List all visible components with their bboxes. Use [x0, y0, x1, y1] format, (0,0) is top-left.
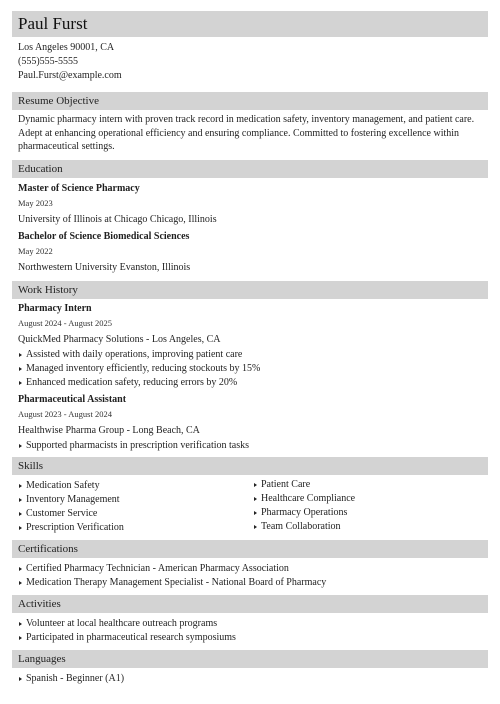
degree-date: May 2023: [18, 197, 53, 208]
skill-item: Medication Safety: [18, 479, 253, 493]
name-header: [12, 11, 488, 37]
section-heading-label: Resume Objective: [18, 95, 99, 107]
section-heading-label: Languages: [18, 652, 66, 665]
job-dates: August 2023 - August 2024: [18, 408, 112, 419]
section-heading-label: Skills: [18, 459, 44, 472]
job-bullets: [18, 348, 488, 390]
job-company: QuickMed Pharmacy Solutions - Los Angeles, CA: [18, 333, 221, 345]
skill-item: Inventory Management: [18, 493, 253, 507]
job-company: Healthwise Pharma Group - Long Beach, CA: [18, 424, 200, 436]
school-name: Northwestern University Evanston, Illinois: [18, 261, 191, 273]
skill-item: Prescription Verification: [18, 521, 253, 535]
job-title: Pharmaceutical Assistant: [18, 393, 127, 405]
list-item: Volunteer at local healthcare outreach programs: [18, 617, 488, 631]
activities-list: [18, 617, 488, 645]
certifications-list: [18, 562, 488, 590]
section-heading-skills: [12, 457, 488, 475]
skill-item: Team Collaboration: [253, 520, 488, 534]
list-item: Participated in pharmaceutical research symposiums: [18, 631, 488, 645]
skill-item: Customer Service: [18, 507, 253, 521]
list-item: Managed inventory efficiently, reducing stockouts by 15%: [18, 362, 488, 376]
list-item: Medication Therapy Management Specialist - National Board of Pharmacy: [18, 576, 488, 590]
email: Paul.Furst@example.com: [18, 70, 122, 81]
section-heading-certifications: [12, 540, 488, 558]
degree-date: May 2022: [18, 245, 53, 256]
section-heading-objective: [12, 92, 488, 110]
education-section: [12, 182, 488, 276]
section-heading-label: Work History: [18, 283, 78, 296]
list-item: Certified Pharmacy Technician - American Pharmacy Association: [18, 562, 488, 576]
degree-title: Bachelor of Science Biomedical Sciences: [18, 230, 190, 242]
languages-section: [12, 672, 488, 686]
activities-section: [12, 617, 488, 645]
resume-page: [12, 11, 488, 686]
skill-item: Healthcare Compliance: [253, 492, 488, 506]
section-heading-label: Activities: [18, 597, 61, 610]
contact-info: [12, 41, 488, 83]
job-bullets: [18, 439, 488, 453]
degree-title: Master of Science Pharmacy: [18, 182, 140, 194]
work-history-section: [12, 302, 488, 453]
section-heading-work-history: [12, 281, 488, 299]
candidate-name: Paul Furst: [18, 14, 88, 33]
address: Los Angeles 90001, CA: [18, 42, 115, 53]
list-item: Supported pharmacists in prescription verification tasks: [18, 439, 488, 453]
job-title: Pharmacy Intern: [18, 302, 92, 314]
education-entry: [18, 182, 488, 228]
skills-column-right: [253, 478, 488, 535]
section-heading-activities: [12, 595, 488, 613]
skill-item: Pharmacy Operations: [253, 506, 488, 520]
phone: (555)555-5555: [18, 56, 78, 67]
skills-section: [12, 479, 488, 535]
list-item: Spanish - Beginner (A1): [18, 672, 488, 686]
job-entry: [18, 393, 488, 453]
certifications-section: [12, 562, 488, 590]
education-entry: [18, 230, 488, 276]
school-name: University of Illinois at Chicago Chicago, Illinois: [18, 213, 217, 225]
job-entry: [18, 302, 488, 390]
objective-text: Dynamic pharmacy intern with proven track record in medication safety, inventory management, and patient care. Adept at enhancing operational efficiency and ensuring compliance. Committed to fostering excellence within pharmaceutical settings.: [18, 114, 475, 152]
section-heading-languages: [12, 650, 488, 668]
skills-grid: [18, 479, 488, 535]
languages-list: [18, 672, 488, 686]
job-dates: August 2024 - August 2025: [18, 317, 112, 328]
skill-item: Patient Care: [253, 478, 488, 492]
section-heading-label: Certifications: [18, 542, 78, 555]
skills-column-left: [18, 479, 253, 535]
objective-section: [12, 113, 488, 154]
section-heading-education: [12, 160, 488, 178]
list-item: Assisted with daily operations, improving patient care: [18, 348, 488, 362]
section-heading-label: Education: [18, 162, 63, 175]
list-item: Enhanced medication safety, reducing errors by 20%: [18, 376, 488, 390]
